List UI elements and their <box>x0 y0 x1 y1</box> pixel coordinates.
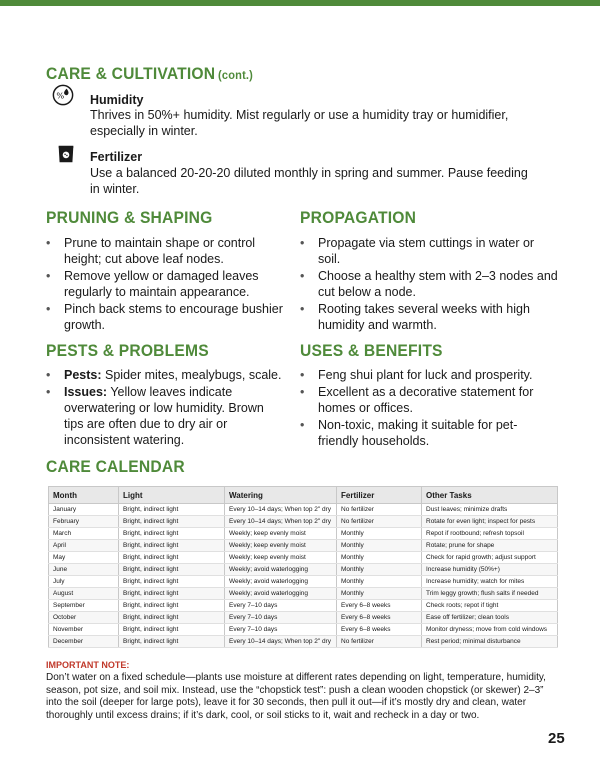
table-cell: Monthly <box>337 552 422 564</box>
table-row <box>49 624 558 636</box>
list-item: • Rooting takes several weeks with high humidity and warmth. <box>300 301 558 333</box>
table-cell: Every 6–8 weeks <box>337 612 422 624</box>
table-cell: Ease off fertilizer; clean tools <box>422 612 558 624</box>
pests-section-title: PESTS & PROBLEMS <box>46 341 209 360</box>
table-cell: Bright, indirect light <box>119 600 225 612</box>
fertilizer-text: Use a balanced 20-20-20 diluted monthly in spring and summer. Pause feeding in winter. <box>90 166 528 196</box>
list-item: • Remove yellow or damaged leaves regularly to maintain appearance. <box>46 268 284 300</box>
table-cell: Monthly <box>337 540 422 552</box>
table-cell: April <box>49 540 119 552</box>
table-cell: Every 7–10 days <box>225 624 337 636</box>
table-cell: Monitor dryness; move from cold windows <box>422 624 558 636</box>
table-cell: Monthly <box>337 528 422 540</box>
table-cell: No fertilizer <box>337 504 422 516</box>
table-cell: Every 10–14 days; When top 2" dry <box>225 516 337 528</box>
top-accent-bar <box>0 0 600 6</box>
care-section-title: CARE & CULTIVATION (cont.) <box>46 64 254 83</box>
column-header: Fertilizer <box>337 487 422 504</box>
table-cell: Every 7–10 days <box>225 612 337 624</box>
table-cell: November <box>49 624 119 636</box>
humidity-text: Thrives in 50%+ humidity. Mist regularly or use a humidity tray or humidifier, especially in winter. <box>90 108 509 138</box>
table-cell: Weekly; avoid waterlogging <box>225 564 337 576</box>
table-row <box>49 576 558 588</box>
table-cell: Increase humidity (50%+) <box>422 564 558 576</box>
list-item: • Choose a healthy stem with 2–3 nodes and cut below a node. <box>300 268 558 300</box>
page-number: 25 <box>548 730 565 747</box>
table-cell: August <box>49 588 119 600</box>
fertilizer-title: Fertilizer <box>90 150 143 164</box>
pruning-section-title: PRUNING & SHAPING <box>46 208 213 227</box>
table-cell: No fertilizer <box>337 516 422 528</box>
table-cell: Bright, indirect light <box>119 588 225 600</box>
table-cell: Bright, indirect light <box>119 516 225 528</box>
uses-list <box>300 367 545 450</box>
table-row <box>49 564 558 576</box>
table-cell: Rotate for even light; inspect for pests <box>422 516 558 528</box>
table-cell: Bright, indirect light <box>119 636 225 648</box>
column-header: Light <box>119 487 225 504</box>
list-item: • Feng shui plant for luck and prosperity. <box>300 367 545 383</box>
table-cell: Weekly; keep evenly moist <box>225 552 337 564</box>
table-cell: No fertilizer <box>337 636 422 648</box>
column-header: Other Tasks <box>422 487 558 504</box>
list-item: • Issues: Yellow leaves indicate overwatering or low humidity. Brown tips are often due to dry air or inconsistent watering. <box>46 384 286 448</box>
list-item: • Propagate via stem cuttings in water or soil. <box>300 235 558 267</box>
table-row <box>49 588 558 600</box>
care-calendar-table <box>48 486 558 648</box>
important-note-text: Don’t water on a fixed schedule—plants use moisture at different rates depending on light, temperature, humidity, season, pot size, and soil mix. Instead, use the “chopstick test”: push a clean wooden chopstick (or skewer) 2–3” into the soil (deeper for large pots), leave it for 30 seconds, then pull it out—if it’s mostly dry and clean, water thoroughly until excess drains; if it’s dark, cool, or soil sticks to it, wait and recheck in a day or two. <box>46 672 546 721</box>
table-cell: Rotate; prune for shape <box>422 540 558 552</box>
pruning-list <box>46 235 284 334</box>
table-row <box>49 504 558 516</box>
table-row <box>49 612 558 624</box>
table-cell: Bright, indirect light <box>119 552 225 564</box>
table-cell: Bright, indirect light <box>119 540 225 552</box>
table-cell: Check for rapid growth; adjust support <box>422 552 558 564</box>
table-cell: Bright, indirect light <box>119 576 225 588</box>
humidity-title: Humidity <box>90 93 144 107</box>
table-row <box>49 516 558 528</box>
table-cell: Bright, indirect light <box>119 504 225 516</box>
table-cell: Repot if rootbound; refresh topsoil <box>422 528 558 540</box>
pests-list <box>46 367 286 449</box>
table-cell: Every 6–8 weeks <box>337 624 422 636</box>
table-cell: Monthly <box>337 588 422 600</box>
table-row <box>49 540 558 552</box>
table-cell: Every 7–10 days <box>225 600 337 612</box>
table-cell: Bright, indirect light <box>119 564 225 576</box>
table-cell: Bright, indirect light <box>119 612 225 624</box>
table-cell: Dust leaves; minimize drafts <box>422 504 558 516</box>
table-cell: June <box>49 564 119 576</box>
table-cell: December <box>49 636 119 648</box>
table-cell: Weekly; avoid waterlogging <box>225 588 337 600</box>
table-cell: July <box>49 576 119 588</box>
table-cell: Trim leggy growth; flush salts if needed <box>422 588 558 600</box>
table-cell: October <box>49 612 119 624</box>
column-header: Watering <box>225 487 337 504</box>
table-cell: September <box>49 600 119 612</box>
table-cell: Weekly; avoid waterlogging <box>225 576 337 588</box>
list-item: • Non-toxic, making it suitable for pet-friendly households. <box>300 417 545 449</box>
table-cell: January <box>49 504 119 516</box>
table-cell: February <box>49 516 119 528</box>
uses-section-title: USES & BENEFITS <box>300 341 443 360</box>
table-cell: Every 6–8 weeks <box>337 600 422 612</box>
list-item: • Excellent as a decorative statement for homes or offices. <box>300 384 545 416</box>
fertilizer-bag-icon <box>55 143 77 165</box>
humidity-percent-icon <box>52 84 74 106</box>
table-cell: Bright, indirect light <box>119 528 225 540</box>
important-note-title: IMPORTANT NOTE: <box>46 660 130 670</box>
calendar-section-title: CARE CALENDAR <box>46 457 185 476</box>
propagation-list <box>300 235 558 334</box>
propagation-section-title: PROPAGATION <box>300 208 417 227</box>
svg-text:%: % <box>56 90 65 101</box>
table-cell: Monthly <box>337 564 422 576</box>
table-cell: Every 10–14 days; When top 2" dry <box>225 504 337 516</box>
table-row <box>49 528 558 540</box>
table-header-row <box>49 487 558 504</box>
table-row <box>49 552 558 564</box>
list-item: • Prune to maintain shape or control height; cut above leaf nodes. <box>46 235 284 267</box>
list-item: • Pinch back stems to encourage bushier growth. <box>46 301 284 333</box>
table-cell: Check roots; repot if tight <box>422 600 558 612</box>
table-row <box>49 636 558 648</box>
list-item: • Pests: Spider mites, mealybugs, scale. <box>46 367 286 383</box>
table-cell: May <box>49 552 119 564</box>
table-cell: Every 10–14 days; When top 2" dry <box>225 636 337 648</box>
table-cell: Bright, indirect light <box>119 624 225 636</box>
column-header: Month <box>49 487 119 504</box>
table-cell: Weekly; keep evenly moist <box>225 540 337 552</box>
table-cell: Increase humidity; watch for mites <box>422 576 558 588</box>
table-cell: Weekly; keep evenly moist <box>225 528 337 540</box>
table-cell: Monthly <box>337 576 422 588</box>
table-cell: March <box>49 528 119 540</box>
table-row <box>49 600 558 612</box>
table-cell: Rest period; minimal disturbance <box>422 636 558 648</box>
